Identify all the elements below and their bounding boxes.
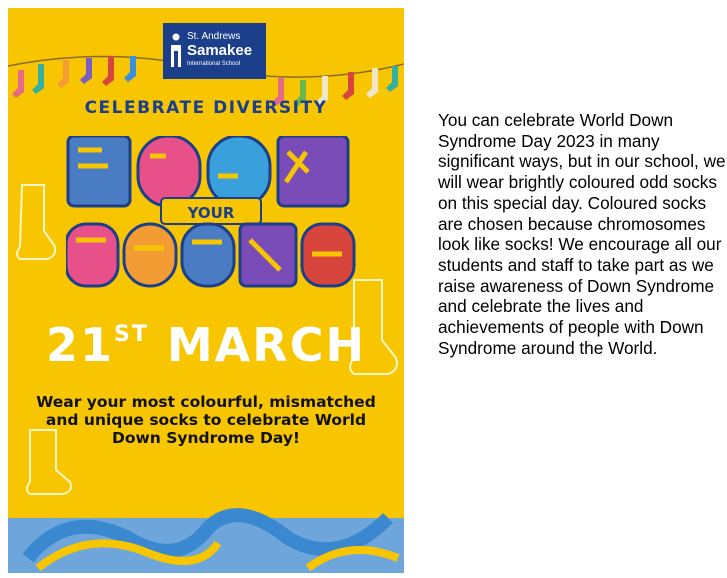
school-logo-icon — [169, 33, 183, 69]
event-poster — [8, 8, 404, 573]
sock-outline-icon — [12, 183, 62, 263]
socks-word — [66, 224, 354, 286]
poster-tagline: Wear your most colourful, mismatched and unique socks to celebrate World Down Syndrome Day! — [36, 393, 376, 447]
logo-line-1: St. Andrews — [187, 31, 241, 42]
logo-line-3: International School — [187, 61, 241, 67]
event-date — [8, 318, 404, 372]
date-day: 21 — [46, 318, 115, 372]
date-suffix: ST — [114, 322, 149, 347]
rock-your-socks-headline — [66, 136, 356, 291]
celebrate-diversity-banner: CELEBRATE DIVERSITY — [84, 98, 328, 118]
rock-word — [68, 136, 348, 206]
date-month: MARCH — [166, 318, 366, 372]
school-logo — [163, 23, 266, 79]
awareness-ribbon-icon — [8, 498, 404, 573]
logo-line-2: Samakee — [187, 42, 253, 59]
your-word: YOUR — [187, 204, 235, 222]
event-description: You can celebrate World Down Syndrome Day 2023 in many significant ways, but in our school, we will wear brightly coloured odd socks on this special day. Coloured socks are chosen because chromosomes look like socks! We encourage all our students and staff to take part as we raise awareness of Down Syndrome and celebrate the lives and achievements of people with Down Syndrome around the World. — [438, 110, 726, 358]
